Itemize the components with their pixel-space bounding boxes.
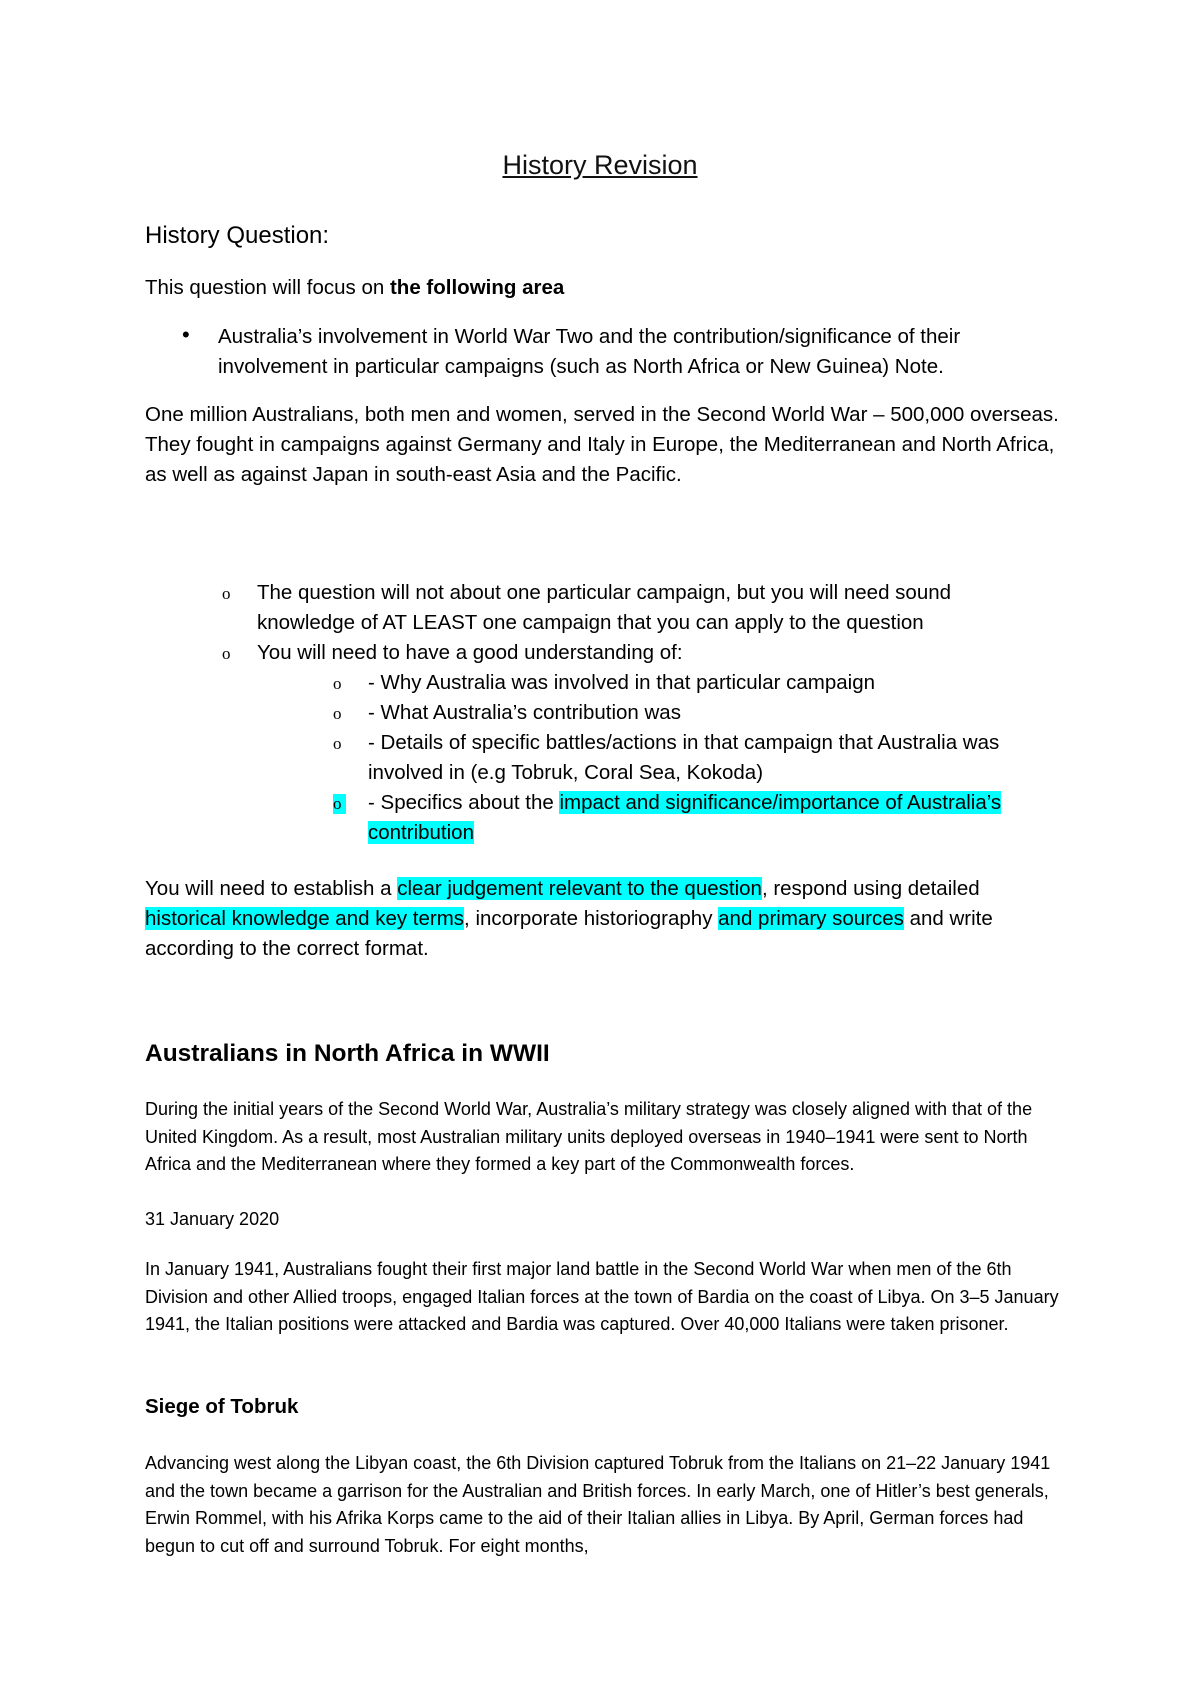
- judgement-text: You will need to establish a: [145, 877, 398, 900]
- focus-bullet: Australia’s involvement in World War Two and the contribution/significance of their involvement in particular campaigns (such as North Africa or New Guinea) Note.: [218, 325, 961, 378]
- focus-intro-bold: the following area: [389, 276, 565, 299]
- sub-item-1: - Why Australia was involved in that particular campaign: [368, 671, 876, 694]
- date-line: 31 January 2020: [145, 1209, 280, 1229]
- judgement-text: , respond using detailed: [761, 877, 980, 900]
- list-bullet-icon: o: [222, 584, 231, 603]
- sub-item-4: [368, 788, 1068, 848]
- focus-intro: [145, 273, 1065, 303]
- judgement-highlight: and primary sources: [718, 907, 904, 930]
- sub-item-4-text: - Specifics about the: [368, 791, 560, 814]
- judgement-highlight: clear judgement relevant to the question: [397, 877, 762, 900]
- overview-paragraph: One million Australians, both men and women, served in the Second World War – 500,000 overseas. They fought in campaigns against Germany and Italy in Europe, the Mediterranean and North Africa, as well as against Japan in south-east Asia and the Pacific.: [145, 403, 1059, 486]
- sub-item-4-highlight: impact and significance/importance of Australia’s contribution: [368, 791, 1002, 844]
- paragraph-initial-years: During the initial years of the Second World War, Australia’s military strategy was closely aligned with that of the United Kingdom. As a result, most Australian military units deployed overseas in 1940–1941 were sent to North Africa and the Mediterranean where they formed a key part of the Commonwealth forces.: [145, 1099, 1033, 1174]
- sub-item-3: - Details of specific battles/actions in that campaign that Australia was involved in (e.g Tobruk, Coral Sea, Kokoda): [368, 731, 1000, 784]
- judgement-paragraph: [145, 874, 1065, 964]
- sub-bullet-icon: o: [333, 734, 342, 753]
- paragraph-bardia: In January 1941, Australians fought their first major land battle in the Second World War when men of the 6th Division and other Allied troops, engaged Italian forces at the town of Bardia on the coast of Libya. On 3–5 January 1941, the Italian positions were attacked and Bardia was captured. Over 40,000 Italians were taken prisoner.: [145, 1259, 1059, 1334]
- sub-bullet-icon: o: [333, 674, 342, 693]
- subheading-tobruk: Siege of Tobruk: [145, 1395, 299, 1418]
- list-item-2: You will need to have a good understanding of:: [257, 641, 683, 664]
- list-bullet-icon: o: [222, 644, 231, 663]
- judgement-text: and write according to the correct format.: [145, 907, 993, 960]
- judgement-text: , incorporate historiography: [464, 907, 719, 930]
- sub-bullet-icon-highlighted: o: [333, 794, 346, 814]
- page-title: History Revision: [502, 150, 698, 180]
- question-heading: History Question:: [145, 222, 330, 249]
- list-item-1: The question will not about one particular campaign, but you will need sound knowledge of AT LEAST one campaign that you can apply to the question: [257, 581, 952, 634]
- sub-bullet-icon: o: [333, 704, 342, 723]
- paragraph-tobruk: Advancing west along the Libyan coast, the 6th Division captured Tobruk from the Italians on 21–22 January 1941 and the town became a garrison for the Australian and British forces. In early March, one of Hitler’s best generals, Erwin Rommel, with his Afrika Korps came to the aid of their Italian allies in Libya. By April, German forces had begun to cut off and surround Tobruk. For eight months,: [145, 1453, 1051, 1556]
- focus-intro-text: This question will focus on: [145, 276, 390, 299]
- section-heading: Australians in North Africa in WWII: [145, 1040, 550, 1067]
- bullet-icon: •: [182, 322, 190, 347]
- sub-item-2: - What Australia’s contribution was: [368, 701, 681, 724]
- judgement-highlight: historical knowledge and key terms: [145, 907, 465, 930]
